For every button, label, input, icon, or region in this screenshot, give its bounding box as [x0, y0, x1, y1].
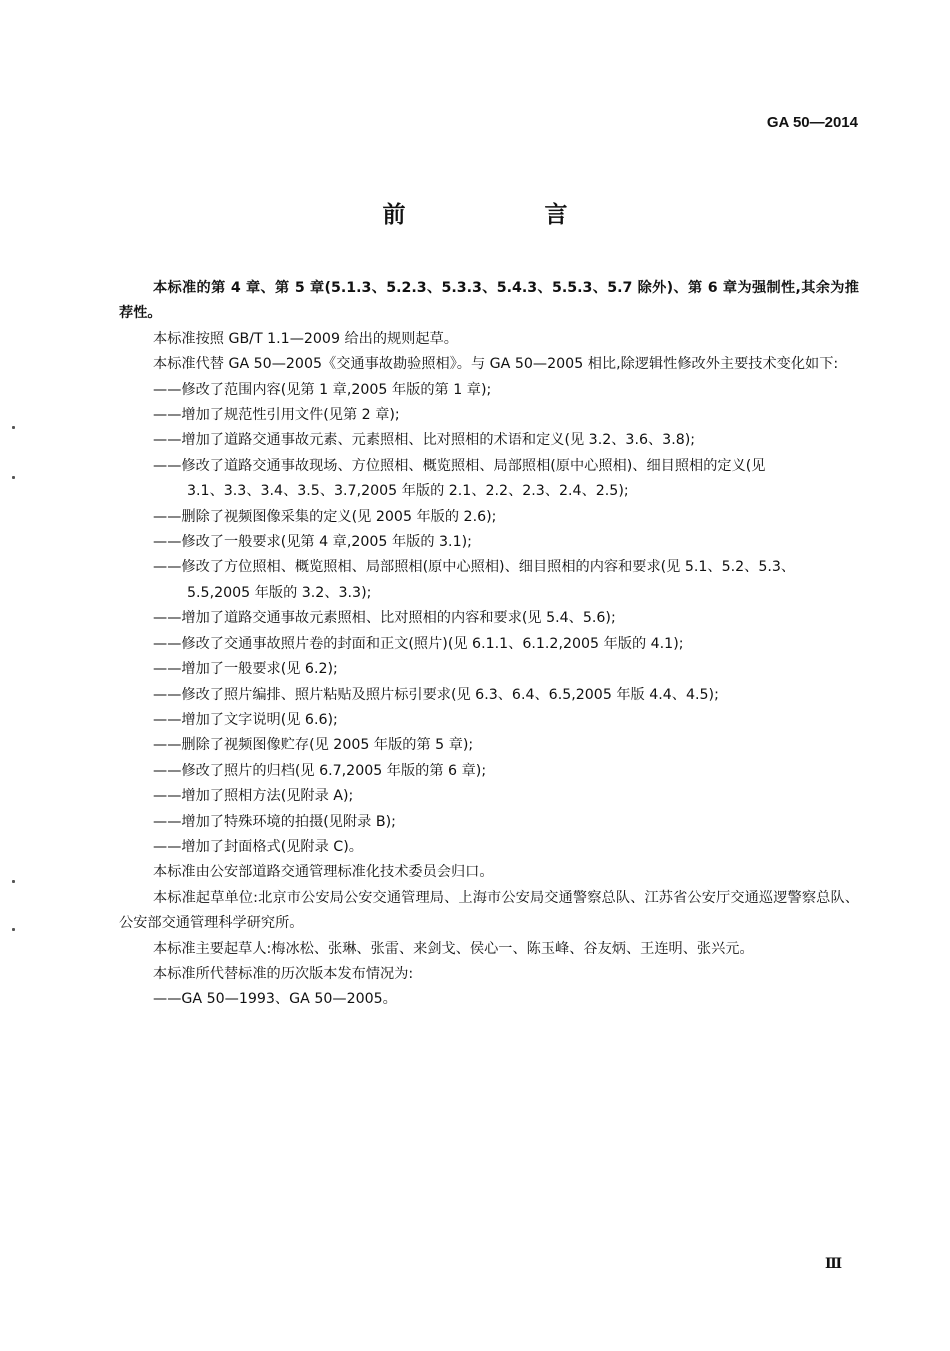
- list-item: ——删除了视频图像贮存(见 2005 年版的第 5 章);: [153, 737, 474, 754]
- list-item: ——增加了一般要求(见 6.2);: [153, 661, 338, 678]
- page-title: 前 言: [382, 202, 626, 228]
- list-item: ——增加了规范性引用文件(见第 2 章);: [153, 407, 400, 424]
- list-item: ——增加了封面格式(见附录 C)。: [153, 838, 363, 855]
- list-item: ——修改了范围内容(见第 1 章,2005 年版的第 1 章);: [153, 381, 492, 398]
- list-item: ——修改了一般要求(见第 4 章,2005 年版的 3.1);: [153, 534, 472, 551]
- paragraph-drafting-units: 本标准起草单位:北京市公安局公安交通管理局、上海市公安局交通警察总队、江苏省公安厅交通巡逻警察总队、公安部交通管理科学研究所。: [119, 889, 859, 932]
- list-item: ——修改了方位照相、概览照相、局部照相(原中心照相)、细目照相的内容和要求(见 5.1、5.2、5.3、 5.5,2005 年版的 3.2、3.3);: [153, 559, 796, 601]
- paragraph-drafting-rules: 本标准按照 GB/T 1.1—2009 给出的规则起草。: [153, 330, 458, 347]
- paragraph-drafters: 本标准主要起草人:梅冰松、张琳、张雷、来剑戈、侯心一、陈玉峰、谷友炳、王连明、张兴元。: [153, 940, 754, 957]
- list-item: ——修改了交通事故照片卷的封面和正文(照片)(见 6.1.1、6.1.2,2005 年版的 4.1);: [153, 635, 684, 652]
- scan-speck: [12, 476, 15, 479]
- paragraph-history: ——GA 50—1993、GA 50—2005。: [153, 991, 397, 1008]
- foreword-body: [119, 276, 859, 1013]
- paragraph-history-intro: 本标准所代替标准的历次版本发布情况为:: [153, 965, 414, 982]
- paragraph-mandatory: 本标准的第 4 章、第 5 章(5.1.3、5.2.3、5.3.3、5.4.3、5.5.3、5.7 除外)、第 6 章为强制性,其余为推荐性。: [119, 280, 859, 322]
- standard-number: GA 50—2014: [766, 114, 858, 131]
- changes-list: [119, 378, 859, 861]
- list-item: ——修改了照片的归档(见 6.7,2005 年版的第 6 章);: [153, 762, 487, 779]
- list-item: ——增加了文字说明(见 6.6);: [153, 711, 338, 728]
- list-item: ——修改了照片编排、照片粘贴及照片标引要求(见 6.3、6.4、6.5,2005 年版 4.4、4.5);: [153, 686, 719, 703]
- scan-speck: [12, 880, 15, 883]
- list-item: ——增加了照相方法(见附录 A);: [153, 788, 354, 805]
- list-item: ——增加了道路交通事故元素、元素照相、比对照相的术语和定义(见 3.2、3.6、3.8);: [153, 432, 696, 449]
- paragraph-replaces: 本标准代替 GA 50—2005《交通事故勘验照相》。与 GA 50—2005 相比,除逻辑性修改外主要技术变化如下:: [153, 356, 839, 373]
- scan-speck: [12, 426, 15, 429]
- scan-speck: [12, 928, 15, 931]
- page-number: Ⅲ: [824, 1256, 842, 1272]
- paragraph-committee: 本标准由公安部道路交通管理标准化技术委员会归口。: [153, 864, 494, 881]
- list-item: ——删除了视频图像采集的定义(见 2005 年版的 2.6);: [153, 508, 497, 525]
- list-item: ——增加了特殊环境的拍摄(见附录 B);: [153, 813, 396, 830]
- list-item: ——修改了道路交通事故现场、方位照相、概览照相、局部照相(原中心照相)、细目照相的定义(见 3.1、3.3、3.4、3.5、3.7,2005 年版的 2.1、2.2、2.3、2.4、2.5);: [153, 457, 766, 500]
- list-item: ——增加了道路交通事故元素照相、比对照相的内容和要求(见 5.4、5.6);: [153, 610, 616, 627]
